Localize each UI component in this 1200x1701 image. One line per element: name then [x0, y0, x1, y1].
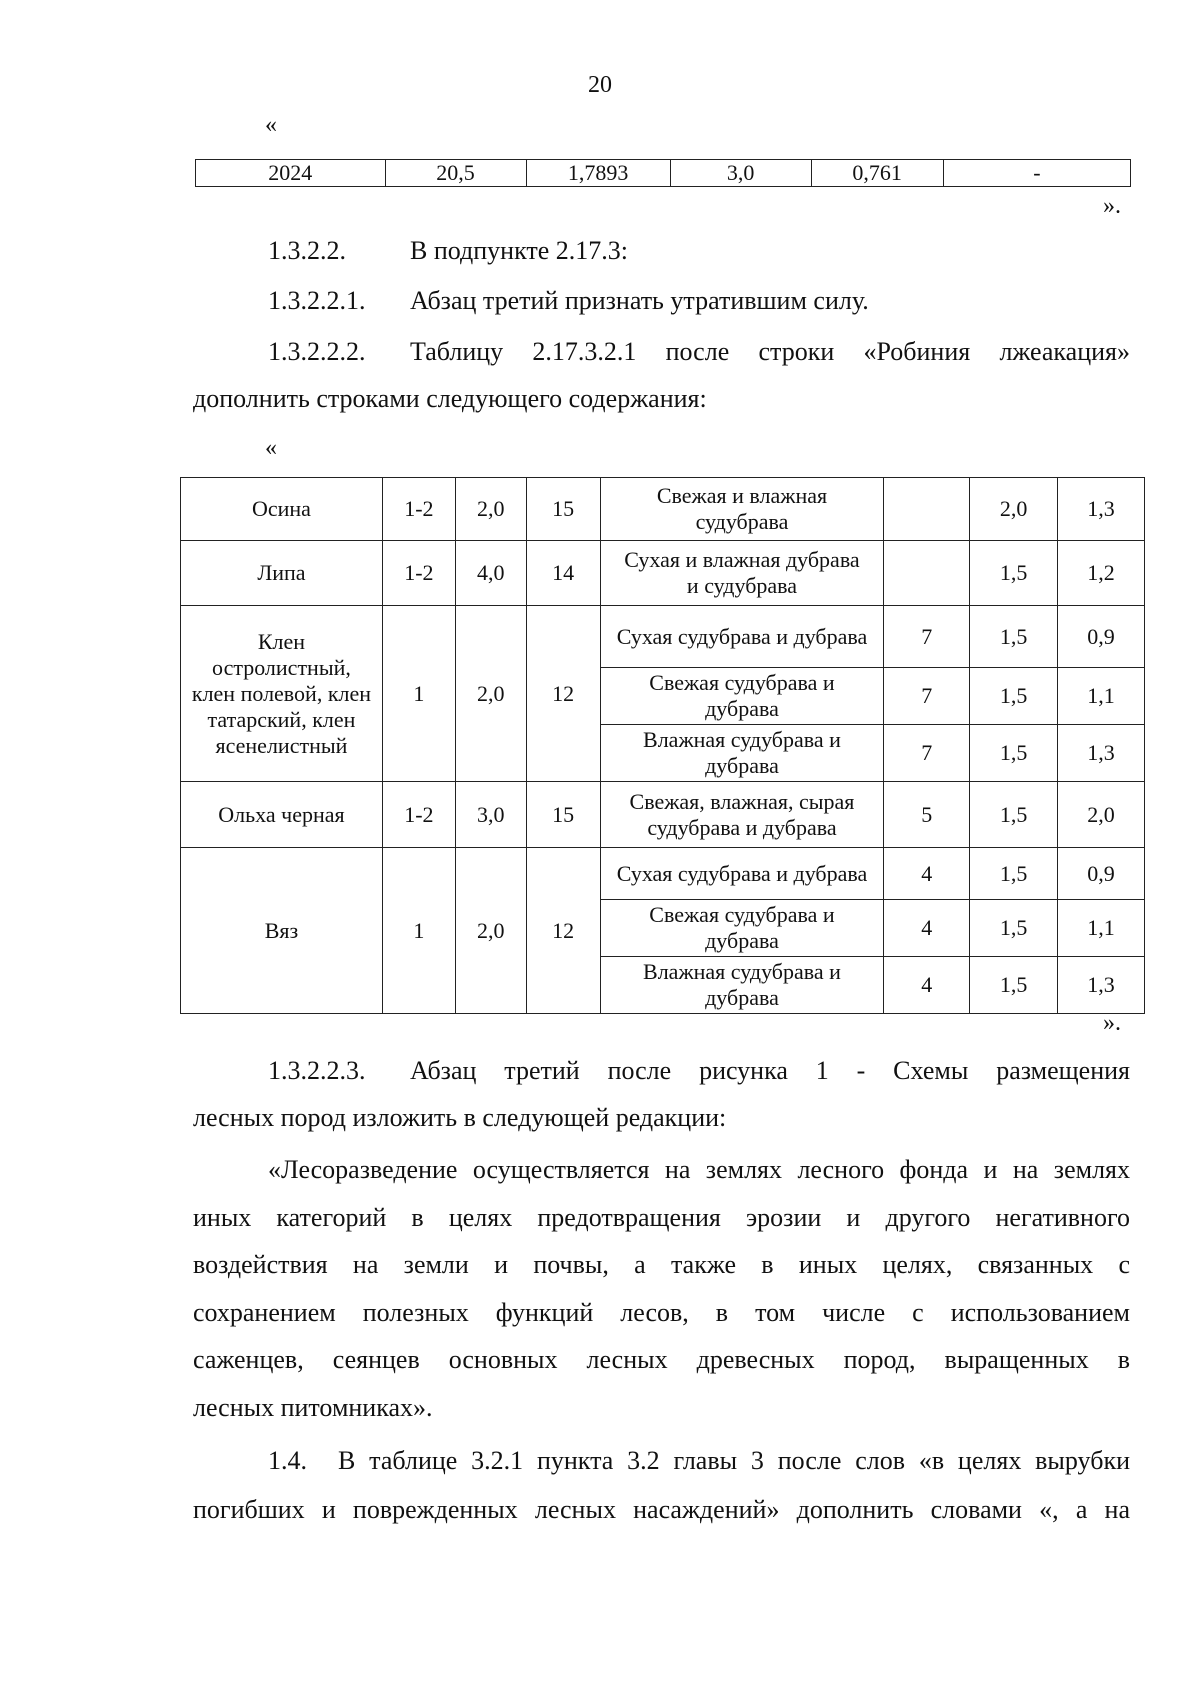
- paragraph-line: воздействия на земли и почвы, а также в иных целях, связанных с: [193, 1250, 1130, 1279]
- table-continuation: [195, 159, 1131, 187]
- table-cell: 0,761: [811, 160, 943, 187]
- condition-cell: Свежая, влажная, сырая судубрава и дубрава: [600, 782, 884, 848]
- species-table: [180, 477, 1145, 1014]
- table-cell: 7: [884, 725, 970, 782]
- item-text-continued: дополнить строками следующего содержания:: [193, 384, 707, 413]
- page-number: 20: [588, 72, 612, 98]
- condition-cell: Свежая судубрава и дубрава: [600, 900, 884, 957]
- table-cell: 4: [884, 957, 970, 1014]
- table-cell: 2,0: [1058, 782, 1145, 848]
- table-cell: 3,0: [670, 160, 811, 187]
- species-cell: Липа: [181, 541, 383, 606]
- table-row: [181, 478, 1145, 541]
- quote-open-mark: «: [265, 112, 277, 138]
- table-cell: 1,2: [1058, 541, 1145, 606]
- table-cell: 2,0: [970, 478, 1058, 541]
- condition-cell: Свежая и влажная судубрава: [600, 478, 884, 541]
- table-cell: 14: [526, 541, 600, 606]
- table-cell: 1,3: [1058, 725, 1145, 782]
- item-text: В таблице 3.2.1 пункта 3.2 главы 3 после слов «в целях вырубки: [338, 1446, 1130, 1475]
- table-row: [181, 541, 1145, 606]
- table-cell: 4: [884, 900, 970, 957]
- table-cell: 12: [526, 848, 600, 1014]
- item-number: 1.3.2.2.3.: [268, 1056, 366, 1085]
- table-cell: 1,5: [970, 848, 1058, 900]
- table-cell: 1,5: [970, 668, 1058, 725]
- item-text: Абзац третий признать утратившим силу.: [410, 286, 869, 315]
- table-cell: 20,5: [385, 160, 526, 187]
- table-cell: [884, 478, 970, 541]
- condition-cell: Влажная судубрава и дубрава: [600, 725, 884, 782]
- table-cell: [884, 541, 970, 606]
- table-row: [196, 160, 1131, 187]
- paragraph-line: «Лесоразведение осуществляется на землях лесного фонда и на землях: [268, 1155, 1130, 1184]
- table-cell: 1,1: [1058, 668, 1145, 725]
- condition-cell: Сухая судубрава и дубрава: [600, 606, 884, 668]
- table-cell: 1-2: [382, 782, 455, 848]
- item-text-continued: лесных пород изложить в следующей редакции:: [193, 1103, 727, 1132]
- table-cell: 1,5: [970, 957, 1058, 1014]
- table-cell: 1: [382, 606, 455, 782]
- table-cell: 2,0: [455, 606, 526, 782]
- table-cell: 2,0: [455, 478, 526, 541]
- table-cell: 1-2: [382, 478, 455, 541]
- quote-open-mark: «: [265, 435, 277, 461]
- condition-cell: Сухая судубрава и дубрава: [600, 848, 884, 900]
- table-cell: 1,5: [970, 606, 1058, 668]
- table-cell: 7: [884, 668, 970, 725]
- condition-cell: Свежая судубрава и дубрава: [600, 668, 884, 725]
- table-cell: 0,9: [1058, 848, 1145, 900]
- quote-close-mark: ».: [1103, 193, 1121, 219]
- table-cell: 1,3: [1058, 957, 1145, 1014]
- item-text: В подпункте 2.17.3:: [410, 236, 628, 265]
- table-cell: 3,0: [455, 782, 526, 848]
- table-cell: 1,5: [970, 900, 1058, 957]
- table-row: [181, 782, 1145, 848]
- table-cell: 15: [526, 782, 600, 848]
- table-cell: 1,5: [970, 782, 1058, 848]
- table-cell: 15: [526, 478, 600, 541]
- quote-close-mark: ».: [1103, 1010, 1121, 1036]
- table-cell: 1,3: [1058, 478, 1145, 541]
- item-number: 1.3.2.2.: [268, 236, 346, 265]
- table-cell: -: [943, 160, 1130, 187]
- table-cell: 0,9: [1058, 606, 1145, 668]
- item-text-continued: погибших и поврежденных лесных насаждений» дополнить словами «, а на: [193, 1495, 1130, 1524]
- table-cell: 1,5: [970, 541, 1058, 606]
- table-cell: 12: [526, 606, 600, 782]
- species-cell: Клен остролистный, клен полевой, клен татарский, клен ясенелистный: [181, 606, 383, 782]
- table-cell: 1,1: [1058, 900, 1145, 957]
- paragraph-line: иных категорий в целях предотвращения эрозии и другого негативного: [193, 1203, 1130, 1232]
- paragraph-line: саженцев, сеянцев основных лесных древесных пород, выращенных в: [193, 1345, 1130, 1374]
- item-text: Абзац третий после рисунка 1 - Схемы размещения: [410, 1056, 1130, 1085]
- table-cell: 5: [884, 782, 970, 848]
- item-number: 1.4.: [268, 1446, 307, 1475]
- species-cell: Осина: [181, 478, 383, 541]
- table-cell: 2,0: [455, 848, 526, 1014]
- table-row: [181, 848, 1145, 900]
- species-cell: Вяз: [181, 848, 383, 1014]
- paragraph-line: сохранением полезных функций лесов, в том числе с использованием: [193, 1298, 1130, 1327]
- table-cell: 1-2: [382, 541, 455, 606]
- item-number: 1.3.2.2.1.: [268, 286, 366, 315]
- table-cell: 1: [382, 848, 455, 1014]
- table-cell: 1,7893: [526, 160, 670, 187]
- item-number: 1.3.2.2.2.: [268, 337, 366, 366]
- paragraph-line: лесных питомниках».: [193, 1393, 433, 1422]
- condition-cell: Сухая и влажная дубрава и судубрава: [600, 541, 884, 606]
- condition-cell: Влажная судубрава и дубрава: [600, 957, 884, 1014]
- table-cell: 1,5: [970, 725, 1058, 782]
- table-row: [181, 606, 1145, 668]
- table-cell: 2024: [196, 160, 386, 187]
- species-cell: Ольха черная: [181, 782, 383, 848]
- table-cell: 4,0: [455, 541, 526, 606]
- table-cell: 4: [884, 848, 970, 900]
- table-cell: 7: [884, 606, 970, 668]
- item-text: Таблицу 2.17.3.2.1 после строки «Робиния лжеакация»: [410, 337, 1130, 366]
